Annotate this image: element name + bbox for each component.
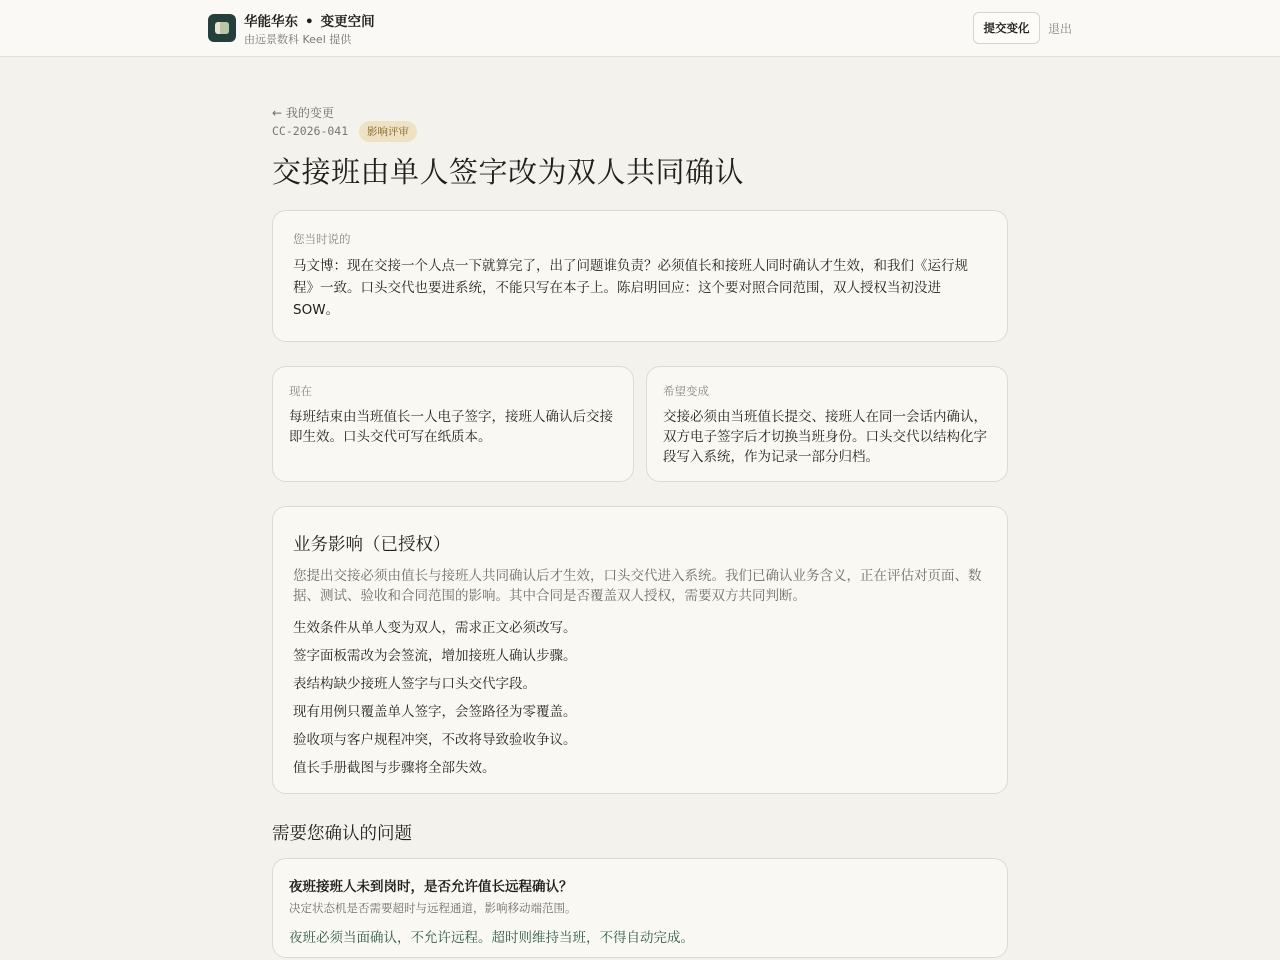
impact-item: 签字面板需改为会签流，增加接班人确认步骤。 <box>293 648 577 664</box>
impact-description: 您提出交接必须由值长与接班人共同确认后才生效，口头交代进入系统。我们已确认业务含义，正在评估对页面、数据、测试、验收和合同范围的影响。其中合同是否覆盖双人授权，需要双方共同判断。 <box>293 568 982 604</box>
status-badge: 影响评审 <box>359 121 417 142</box>
space-name: 变更空间 <box>320 14 375 30</box>
top-bar <box>0 0 1280 57</box>
impact-title: 业务影响（已授权） <box>293 535 451 555</box>
submit-change-button[interactable]: 提交变化 <box>973 12 1040 44</box>
question-answer: 夜班必须当面确认，不允许远程。超时则维持当班，不得自动完成。 <box>289 930 694 946</box>
brand-title <box>244 10 375 30</box>
org-name: 华能华东 <box>244 14 298 30</box>
questions-heading: 需要您确认的问题 <box>272 824 412 844</box>
change-id: CC-2026-041 <box>272 124 349 138</box>
current-label: 现在 <box>289 384 312 398</box>
quote-text: 马文博：现在交接一个人点一下就算完了，出了问题谁负责？必须值长和接班人同时确认才生效，和我们《运行规程》一致。口头交代也要进系统，不能只写在本子上。陈启明回应：这个要对照合同范围，双人授权当初没进 SOW。 <box>293 258 968 318</box>
current-state-card <box>272 366 634 482</box>
desired-state-card <box>646 366 1008 482</box>
page-title: 交接班由单人签字改为双人共同确认 <box>272 155 745 189</box>
impact-list <box>293 614 987 782</box>
business-impact-card <box>272 506 1008 794</box>
provider-text: 由远景数科 Keel 提供 <box>244 33 352 46</box>
brand-separator: • <box>305 14 314 30</box>
desired-label: 希望变成 <box>663 384 709 398</box>
impact-item: 现有用例只覆盖单人签字，会签路径为零覆盖。 <box>293 704 577 720</box>
impact-item: 生效条件从单人变为双人，需求正文必须改写。 <box>293 620 577 636</box>
impact-item: 表结构缺少接班人签字与口头交代字段。 <box>293 676 536 692</box>
original-quote-card <box>272 210 1008 342</box>
question-title: 夜班接班人未到岗时，是否允许值长远程确认？ <box>289 879 573 895</box>
current-text: 每班结束由当班值长一人电子签字，接班人确认后交接即生效。口头交代可写在纸质本。 <box>289 409 613 445</box>
back-to-my-changes-link[interactable]: ← 我的变更 <box>272 106 334 120</box>
app-logo-icon[interactable] <box>208 14 236 42</box>
impact-item: 值长手册截图与步骤将全部失效。 <box>293 760 496 776</box>
logout-link[interactable]: 退出 <box>1048 22 1073 36</box>
question-card[interactable] <box>272 858 1008 958</box>
question-subtitle: 决定状态机是否需要超时与远程通道，影响移动端范围。 <box>289 901 577 915</box>
impact-item: 验收项与客户规程冲突，不改将导致验收争议。 <box>293 732 577 748</box>
quote-label: 您当时说的 <box>293 232 351 246</box>
desired-text: 交接必须由当班值长提交、接班人在同一会话内确认，双方电子签字后才切换当班身份。口头交代以结构化字段写入系统，作为记录一部分归档。 <box>663 409 987 465</box>
